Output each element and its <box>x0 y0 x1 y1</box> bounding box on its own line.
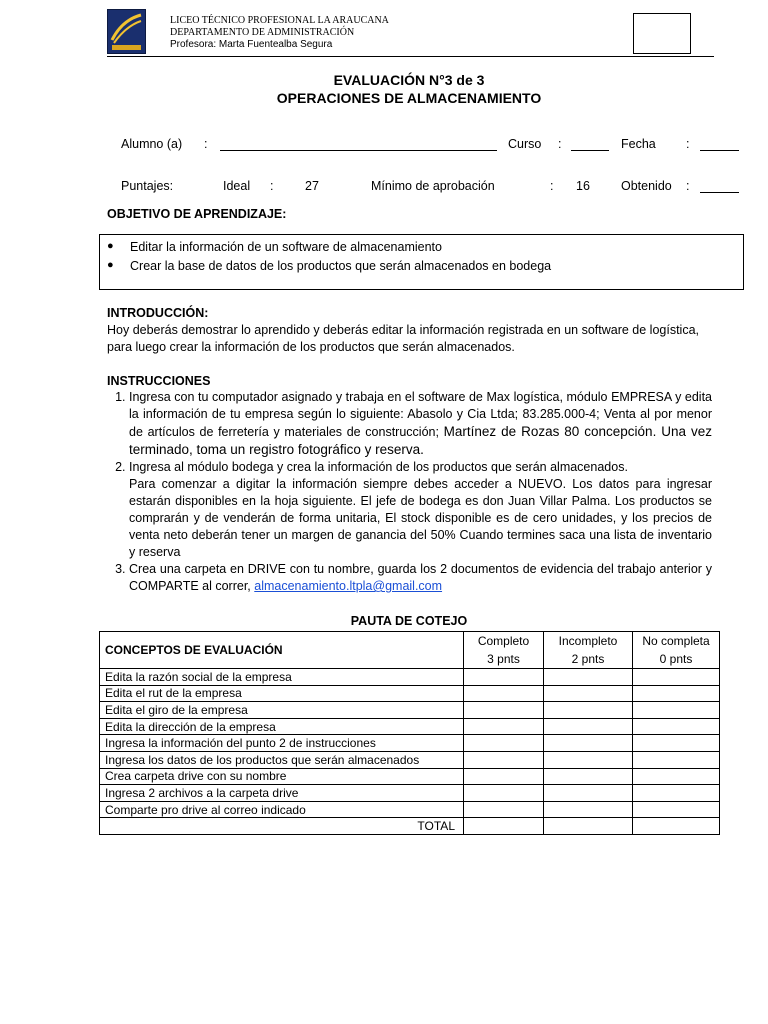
table-row <box>100 702 720 719</box>
score-cell[interactable] <box>544 685 633 702</box>
score-cell[interactable] <box>633 768 720 785</box>
total-cell[interactable] <box>633 818 720 835</box>
criterion-cell: Ingresa la información del punto 2 de instrucciones <box>100 735 464 752</box>
score-cell[interactable] <box>464 718 544 735</box>
score-cell[interactable] <box>464 768 544 785</box>
score-cell[interactable] <box>544 751 633 768</box>
rubric-table <box>99 631 720 835</box>
introduction-text: Hoy deberás demostrar lo aprendido y deberás editar la información registrada en un software de logística, para luego crear la información de los productos que serán almacenados. <box>107 323 699 354</box>
alumno-input-line[interactable] <box>220 150 497 151</box>
score-cell[interactable] <box>544 801 633 818</box>
school-name: LICEO TÉCNICO PROFESIONAL LA ARAUCANA <box>170 15 389 26</box>
criterion-cell: Comparte pro drive al correo indicado <box>100 801 464 818</box>
score-cell[interactable] <box>464 785 544 802</box>
concept-header: CONCEPTOS DE EVALUACIÓN <box>100 632 464 669</box>
fecha-colon: : <box>686 137 690 151</box>
instruction-item-1 <box>129 389 712 459</box>
minimo-colon: : <box>550 179 554 193</box>
table-row <box>100 718 720 735</box>
score-cell[interactable] <box>544 768 633 785</box>
col-incompleto-header <box>544 632 633 669</box>
col-completo-header <box>464 632 544 669</box>
ideal-label: Ideal <box>223 179 251 193</box>
score-cell[interactable] <box>464 735 544 752</box>
criterion-cell: Crea carpeta drive con su nombre <box>100 768 464 785</box>
department-name: DEPARTAMENTO DE ADMINISTRACIÓN <box>170 27 355 38</box>
score-cell[interactable] <box>464 702 544 719</box>
criterion-cell: Edita el giro de la empresa <box>100 702 464 719</box>
criterion-cell: Edita la dirección de la empresa <box>100 718 464 735</box>
score-cell[interactable] <box>464 801 544 818</box>
curso-label: Curso <box>508 137 542 151</box>
criterion-cell: Edita la razón social de la empresa <box>100 669 464 686</box>
criterion-cell: Ingresa 2 archivos a la carpeta drive <box>100 785 464 802</box>
instructions-list-wrap <box>107 389 712 595</box>
grade-box[interactable] <box>633 13 691 54</box>
score-cell[interactable] <box>633 801 720 818</box>
obtenido-input-line[interactable] <box>700 192 739 193</box>
criterion-cell: Edita el rut de la empresa <box>100 685 464 702</box>
email-link[interactable]: almacenamiento.ltpla@gmail.com <box>254 579 443 593</box>
table-row <box>100 785 720 802</box>
rubric-header-row <box>100 632 720 669</box>
table-row <box>100 735 720 752</box>
fecha-input-line[interactable] <box>700 150 739 151</box>
alumno-label: Alumno (a) <box>121 137 183 151</box>
table-row <box>100 801 720 818</box>
score-cell[interactable] <box>464 669 544 686</box>
col-nocompleta-header <box>633 632 720 669</box>
score-cell[interactable] <box>633 751 720 768</box>
header-divider <box>107 56 714 57</box>
objective-item-text: Editar la información de un software de almacenamiento <box>130 240 442 254</box>
table-row <box>100 768 720 785</box>
teacher-name: Profesora: Marta Fuentealba Segura <box>170 39 333 50</box>
total-cell[interactable] <box>544 818 633 835</box>
score-cell[interactable] <box>633 669 720 686</box>
instruction-3-text: Crea una carpeta en DRIVE con tu nombre, guarda los 2 documentos de evidencia del trabajo anterior y COMPARTE al correr, <box>129 562 712 593</box>
objective-item <box>107 240 442 254</box>
instruction-2-detail: Para comenzar a digitar la información siempre debes acceder a NUEVO. Los datos para ingresar estarán disponibles en la hoja siguiente. El jefe de bodega es don Juan Villar Palma. Los productos se comprarán y de venderán de forma unitaria, El stock disponible es de cero unidades, y los precios de venta neto deberán tener un margen de ganancia del 50% Cuando termines saca una lista de inventario y reserva <box>129 477 712 559</box>
score-cell[interactable] <box>544 702 633 719</box>
col-incompleto-points: 2 pnts <box>571 652 605 666</box>
total-cell[interactable] <box>464 818 544 835</box>
score-cell[interactable] <box>633 785 720 802</box>
instructions-heading: INSTRUCCIONES <box>107 374 211 388</box>
col-incompleto-label: Incompleto <box>558 634 618 648</box>
minimo-value: 16 <box>576 179 590 193</box>
table-row <box>100 669 720 686</box>
puntajes-label: Puntajes: <box>121 179 174 193</box>
score-cell[interactable] <box>544 718 633 735</box>
instruction-item-3 <box>129 561 712 595</box>
objective-heading: OBJETIVO DE APRENDIZAJE: <box>107 207 287 221</box>
objective-item-text: Crear la base de datos de los productos que serán almacenados en bodega <box>130 259 552 273</box>
ideal-colon: : <box>270 179 274 193</box>
col-nocompleta-points: 0 pnts <box>659 652 693 666</box>
evaluation-title: EVALUACIÓN N°3 de 3 <box>333 72 485 88</box>
instruction-item-2 <box>129 459 712 561</box>
curso-colon: : <box>558 137 562 151</box>
col-completo-points: 3 pnts <box>487 652 520 666</box>
curso-input-line[interactable] <box>571 150 609 151</box>
table-row <box>100 685 720 702</box>
criterion-cell: Ingresa los datos de los productos que serán almacenados <box>100 751 464 768</box>
total-row <box>100 818 720 835</box>
rubric-title: PAUTA DE COTEJO <box>350 614 468 628</box>
total-label: TOTAL <box>100 818 464 835</box>
instruction-2-text: Ingresa al módulo bodega y crea la información de los productos que serán almacenados. <box>129 460 628 474</box>
alumno-colon: : <box>204 137 208 151</box>
score-cell[interactable] <box>633 685 720 702</box>
instructions-list <box>107 389 712 595</box>
objective-item <box>107 259 552 273</box>
score-cell[interactable] <box>544 735 633 752</box>
score-cell[interactable] <box>464 685 544 702</box>
score-cell[interactable] <box>633 702 720 719</box>
minimo-label: Mínimo de aprobación <box>371 179 495 193</box>
score-cell[interactable] <box>544 785 633 802</box>
instruction-1-address: Martínez de Rozas 80 concepción. Una vez terminado, toma un registro fotográfico y reserva. <box>129 424 712 457</box>
ideal-value: 27 <box>305 179 319 193</box>
score-cell[interactable] <box>633 718 720 735</box>
score-cell[interactable] <box>464 751 544 768</box>
col-nocompleta-label: No completa <box>642 634 710 648</box>
subject-title: OPERACIONES DE ALMACENAMIENTO <box>276 90 542 106</box>
obtenido-colon: : <box>686 179 690 193</box>
table-row <box>100 751 720 768</box>
bullet-icon: ● <box>107 240 114 252</box>
bullet-icon: ● <box>107 259 114 271</box>
fecha-label: Fecha <box>621 137 656 151</box>
score-cell[interactable] <box>544 669 633 686</box>
introduction-heading: INTRODUCCIÓN: <box>107 306 209 320</box>
obtenido-label: Obtenido <box>621 179 672 193</box>
score-cell[interactable] <box>633 735 720 752</box>
school-logo <box>107 9 146 54</box>
col-completo-label: Completo <box>477 634 530 648</box>
instruction-1-text: Ingresa con tu computador asignado y trabaja en el software de Max logística, módulo EMPRESA y edita la información de tu empresa según lo siguiente: Abasolo y Cia Ltda; 83.285.000-4; Venta al por menor de artículos de ferretería y materiales de construcción; <box>129 390 712 439</box>
